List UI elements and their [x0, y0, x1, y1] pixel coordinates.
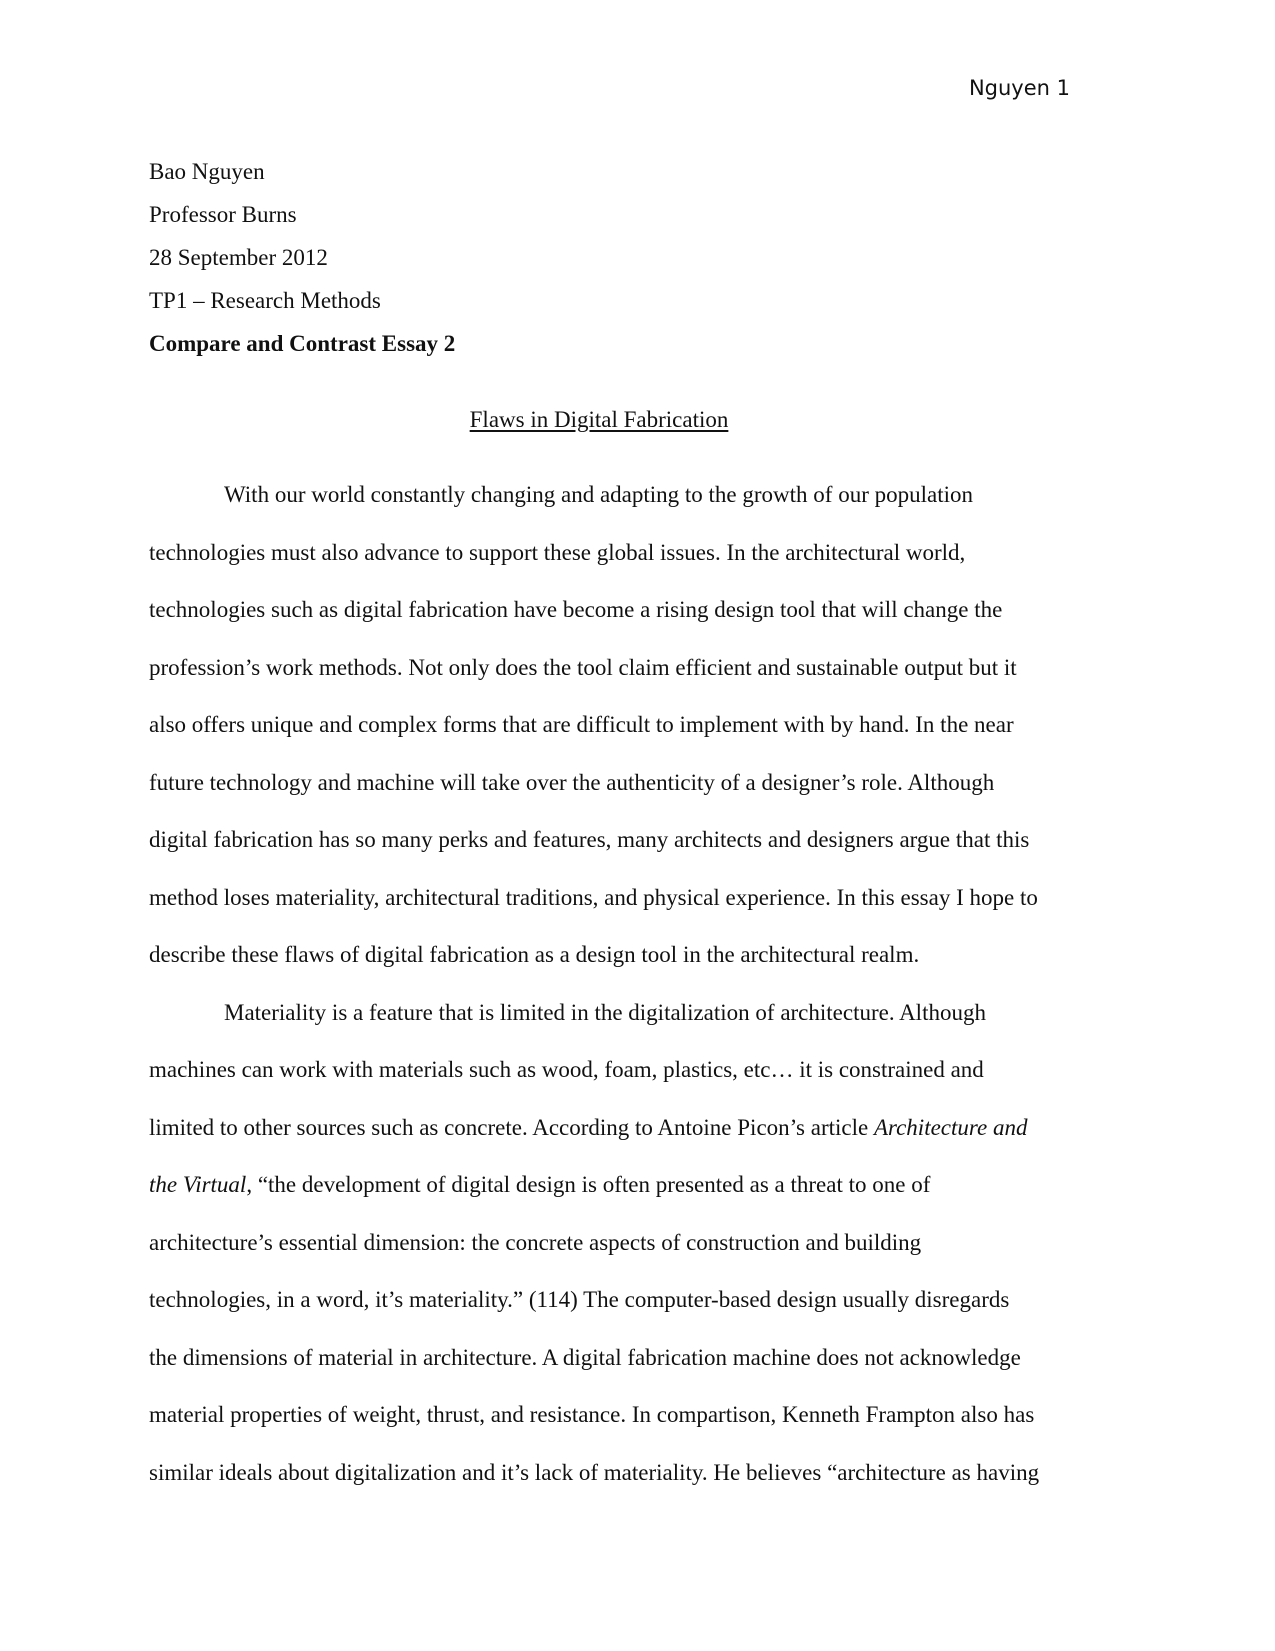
paragraph-line — [149, 1156, 1129, 1214]
paragraph-line: technologies must also advance to support these global issues. In the architectural world, — [149, 539, 966, 565]
paragraph-line — [149, 1099, 1129, 1157]
paragraph-line: Materiality is a feature that is limited in the digitalization of architecture. Although — [224, 999, 986, 1025]
line-text: limited to other sources such as concrete. According to Antoine Picon’s article — [149, 1114, 874, 1140]
paragraph-line: similar ideals about digitalization and it’s lack of materiality. He believes “architecture as having — [149, 1459, 1040, 1485]
paragraph-2 — [149, 984, 1129, 1502]
essay-body — [149, 466, 1129, 1501]
paragraph-line: describe these flaws of digital fabrication as a design tool in the architectural realm. — [149, 942, 920, 967]
paragraph-line: machines can work with materials such as wood, foam, plastics, etc… it is constrained and — [149, 1057, 984, 1082]
paragraph-line: method loses materiality, architectural traditions, and physical experience. In this essay I hope to — [149, 884, 1038, 910]
line-text: , “the development of digital design is often presented as a threat to one of — [246, 1172, 931, 1197]
paragraph-line: digital fabrication has so many perks and features, many architects and designers argue that this — [149, 827, 1030, 852]
course-name: TP1 – Research Methods — [149, 288, 381, 313]
assignment-title: Compare and Contrast Essay 2 — [149, 331, 456, 356]
paragraph-line: technologies such as digital fabrication have become a rising design tool that will change the — [149, 597, 1003, 622]
paragraph-line: the dimensions of material in architecture. A digital fabrication machine does not acknowledge — [149, 1344, 1021, 1370]
essay-title: Flaws in Digital Fabrication — [469, 407, 729, 432]
paragraph-line: With our world constantly changing and adapting to the growth of our population — [224, 482, 973, 507]
paragraph-line: technologies, in a word, it’s materiality.” (114) The computer-based design usually disregards — [149, 1287, 1010, 1312]
cited-article-title: the Virtual — [149, 1172, 247, 1197]
date: 28 September 2012 — [149, 245, 328, 270]
running-head: Nguyen 1 — [968, 76, 1070, 100]
paragraph-line: also offers unique and complex forms that are difficult to implement with by hand. In the near — [149, 712, 1014, 737]
paragraph-line: architecture’s essential dimension: the concrete aspects of construction and building — [149, 1229, 922, 1255]
cited-article-title: Architecture and — [873, 1114, 1028, 1140]
paragraph-line: material properties of weight, thrust, and resistance. In compartison, Kenneth Frampton also has — [149, 1402, 1035, 1427]
mla-heading — [149, 150, 1129, 365]
paragraph-1 — [149, 466, 1129, 984]
paragraph-line: future technology and machine will take over the authenticity of a designer’s role. Although — [149, 769, 995, 795]
paragraph-line: profession’s work methods. Not only does the tool claim efficient and sustainable output but it — [149, 654, 1017, 680]
professor-name: Professor Burns — [149, 202, 297, 227]
student-name: Bao Nguyen — [149, 159, 265, 184]
